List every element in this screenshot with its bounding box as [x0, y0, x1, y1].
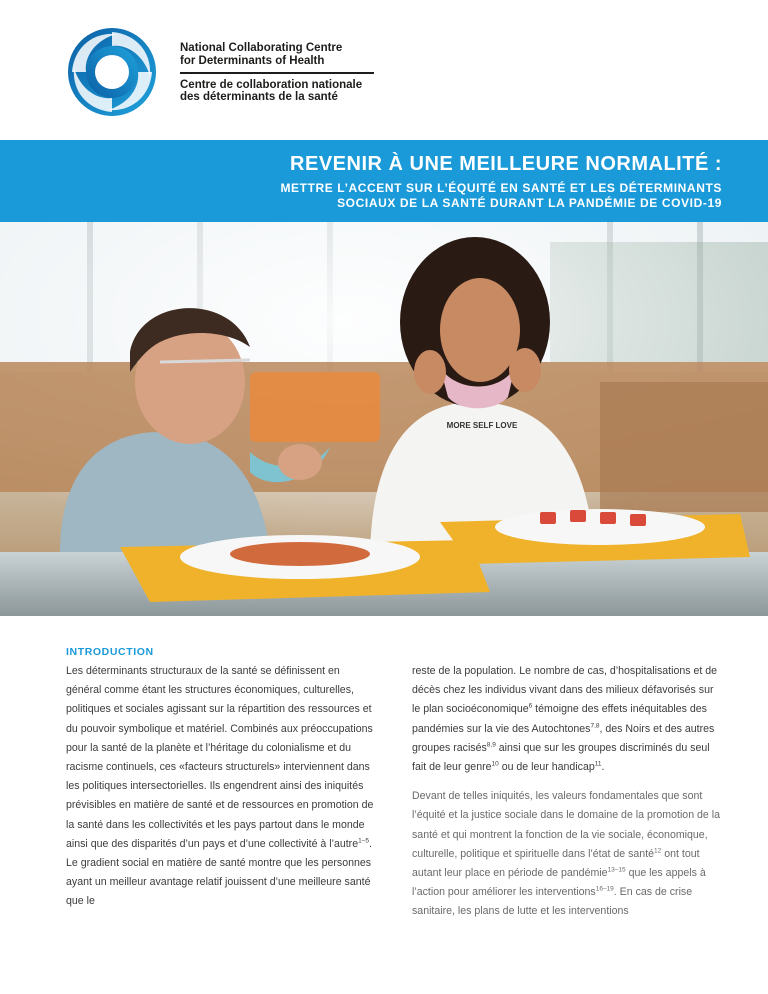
nccdh-circular-wave-logo-icon	[66, 26, 158, 118]
citation-superscript: 7,8	[590, 722, 600, 730]
intro-right-column	[412, 662, 724, 922]
paragraph-text-run: témoigne des effets inéquitables des pandémies sur la vie des Autochtones	[412, 703, 707, 735]
document-subtitle: METTRE L’ACCENT SUR L’ÉQUITÉ EN SANTÉ ET LES DÉTERMINANTS SOCIAUX DE LA SANTÉ DURANT LA PANDÉMIE DE COVID-19	[280, 181, 722, 210]
paragraph-text-run: ainsi que sur les groupes discriminés du seul fait de leur genre	[412, 741, 710, 774]
organization-name	[180, 42, 380, 104]
paragraph-text-run: ou de leur handicap	[498, 761, 595, 774]
title-banner	[0, 140, 768, 222]
cover-photo	[0, 222, 768, 616]
paragraph-text-run: . En cas de crise sanitaire, les plans de lutte et les interventions	[412, 886, 693, 918]
citation-superscript: 6	[528, 702, 533, 710]
section-heading-introduction: INTRODUCTION	[66, 646, 154, 658]
paragraph-text-run: , des Noirs et des autres groupes racisés	[412, 722, 715, 754]
paragraph-text-run: ont tout autant leur place en période de pandémie	[412, 847, 700, 880]
paragraph-text-run: .	[601, 761, 605, 774]
intro-paragraph-2	[412, 787, 724, 921]
page-header	[0, 0, 768, 140]
paragraph-text-run: Devant de telles iniquités, les valeurs fondamentales que sont l’équité et la justice sociale dans le domaine de la promotion de la santé et qui montrent la fonction de la vie sociale, économique, culturelle, politique et spirituelle dans l’état de santé	[412, 790, 720, 860]
citation-superscript: 10	[491, 760, 499, 768]
intro-paragraph-1	[66, 662, 378, 912]
paragraph-text-run: Les déterminants structuraux de la santé se définissent en général comme étant les structures économiques, culturelles, politiques et sociales agissant sur la répartition des ressources et du pouvoir symbolique et matériel. Combinés aux préoccupations pour la santé de la planète et l’héritage du colonialisme et du racisme continuels, ces «facteurs structurels» interviennent dans les politiques intersectorielles. Ils engendrent ainsi des iniquités prévisibles en matière de santé et de ressources en promotion de la santé dans les collectivités et les pays partout dans le monde ainsi que des disparités d’un pays et d’une collectivité à l’autre	[66, 665, 374, 850]
intro-paragraph-1-continued	[412, 662, 724, 777]
shirt-text: MORE SELF LOVE	[446, 421, 518, 430]
citation-superscript: 1–5	[358, 837, 369, 845]
paragraph-text-run: . Le gradient social en matière de santé montre que les personnes ayant un meilleur avantage relatif jouissent d’une meilleure santé que le	[66, 837, 372, 908]
paragraph-text-run: reste de la population. Le nombre de cas, d’hospitalisations et de décès chez les individus vivant dans des milieux défavorisés sur le plan socioéconomique	[412, 665, 718, 716]
citation-superscript: 8,9	[486, 741, 496, 749]
citation-superscript: 12	[654, 847, 662, 855]
paragraph-text-run: que les appels à l’action pour améliorer les interventions	[412, 867, 706, 899]
org-name-divider	[180, 72, 374, 74]
org-name-en: National Collaborating Centre for Determinants of Health	[180, 42, 343, 67]
cafeteria-photo-illustration	[0, 222, 768, 616]
intro-left-column	[66, 644, 378, 912]
citation-superscript: 11	[594, 760, 602, 768]
org-name-fr: Centre de collaboration nationale des déterminants de la santé	[180, 78, 363, 103]
citation-superscript: 16–19	[595, 885, 614, 893]
document-title: REVENIR À UNE MEILLEURE NORMALITÉ :	[290, 153, 722, 175]
citation-superscript: 13–15	[607, 866, 626, 874]
